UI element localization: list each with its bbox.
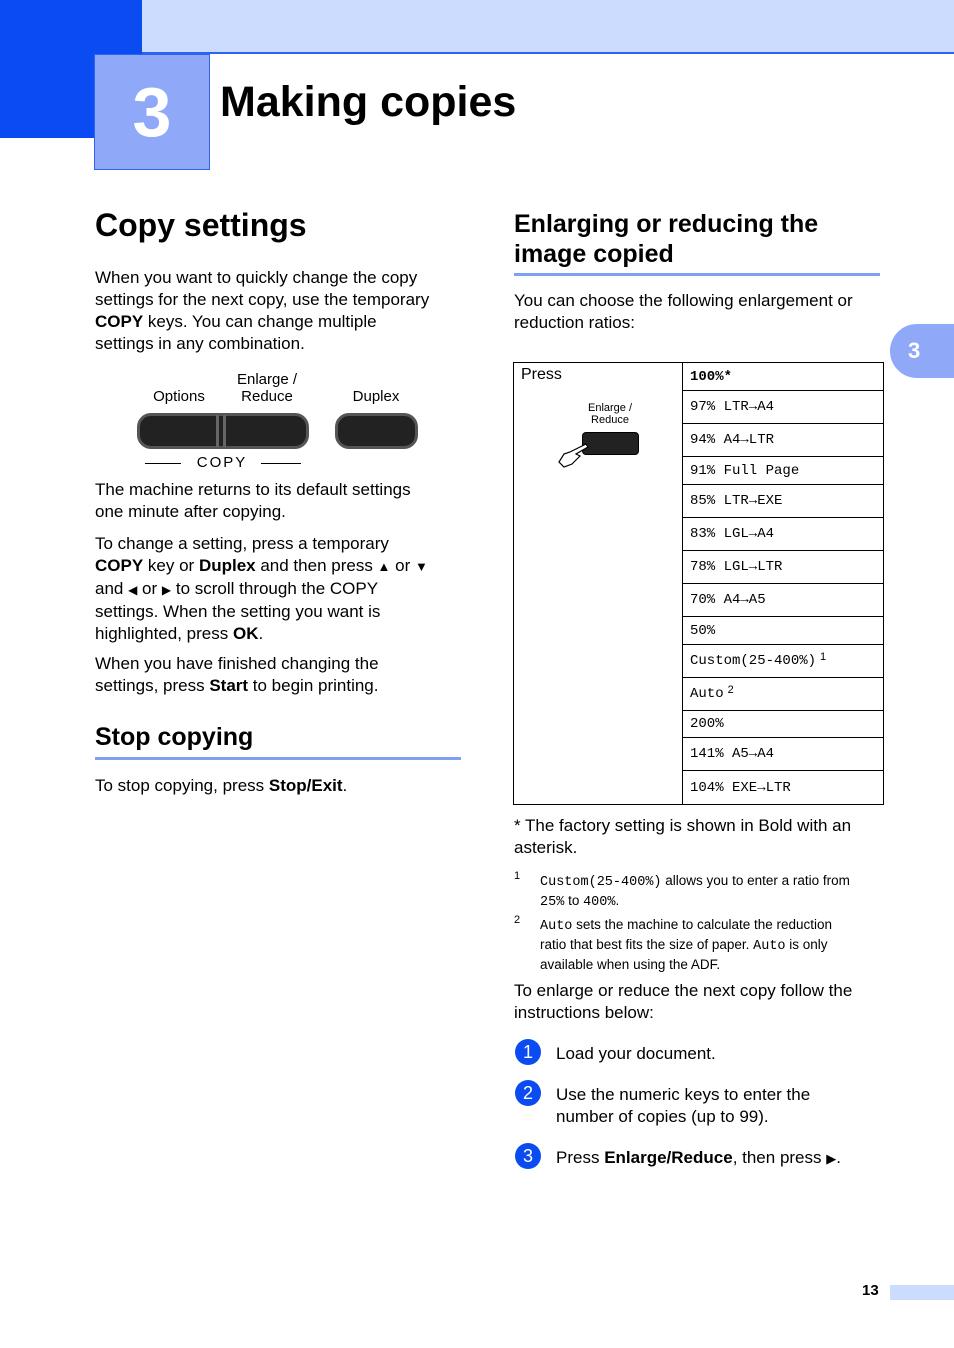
chapter-title: Making copies [220,78,517,126]
ratio-option-text: Auto [690,686,724,702]
ratio-option [683,424,883,457]
step-2-text: Use the numeric keys to enter the number of copies (up to 99). [556,1085,811,1126]
footnote-2-number: 2 [514,914,521,926]
reduce-key-label: Reduce [241,388,293,405]
chapter-number: 3 [94,54,210,170]
ratio-option [683,771,883,804]
key-separator [216,415,219,447]
right-arrow-icon: ▶ [161,583,172,597]
duplex-key [335,413,418,449]
ratio-option [683,485,883,518]
enlarge-key-label: Enlarge / [236,371,298,388]
step-1-text: Load your document. [556,1044,716,1063]
ratio-option-text: 104% EXE→LTR [690,779,791,796]
ratio-option-text: 78% LGL→LTR [690,559,783,575]
ratio-option-text: Custom(25-400%) [690,653,817,669]
press-label: Press [521,366,562,383]
ratio-option [683,551,883,584]
step-2-badge: 2 [515,1080,541,1106]
default-settings-text: The machine returns to its default settings one minute after copying. [95,480,411,521]
footnote-marker: 1 [820,651,827,663]
header-band [142,0,954,54]
copy-line-right [261,463,301,464]
ratio-option-text: 97% LTR→A4 [690,399,775,415]
ratio-option-text: 200% [690,716,724,732]
ratio-option [683,645,883,678]
ratio-option [683,457,883,485]
copy-keypad-illustration [135,368,435,474]
step-1-badge: 1 [515,1039,541,1065]
footnote-1-number: 1 [514,870,521,882]
options-key-label: Options [153,388,205,405]
ratio-option-text: 100%* [690,368,733,385]
duplex-key-label: Duplex [352,388,400,405]
down-arrow-icon: ▼ [414,559,428,574]
footnote-marker: 2 [727,684,734,696]
ratio-option [683,738,883,771]
ratio-option [683,678,883,711]
key-separator [223,415,226,447]
page-number: 13 [862,1282,879,1299]
chapter-divider [209,54,210,169]
section-rule [95,757,461,760]
up-arrow-icon: ▲ [377,559,391,574]
ratio-option-text: 94% A4→LTR [690,432,775,448]
ratio-option [683,363,883,391]
stop-copying-heading: Stop copying [95,723,254,751]
enlarge-heading: Enlarging or reducing the image copied [514,210,819,268]
copy-settings-intro: When you want to quickly change the copy settings for the next copy, use the temporary COPY keys. You can change multiple settings in any combination. [95,268,430,353]
step-3-text: Press Enlarge/Reduce, then press ▶. [556,1148,841,1167]
footnote-2: Auto sets the machine to calculate the reduction ratio that best fits the size of paper. Auto is only available when using the ADF. [540,917,833,972]
ratio-option [683,518,883,551]
footnote-1: Custom(25-400%) allows you to enter a ratio from 25% to 400%. [540,873,850,910]
step-3-badge: 3 [515,1143,541,1169]
ratio-option [683,617,883,645]
stop-copying-text: To stop copying, press Stop/Exit. [95,776,348,795]
ratio-option-text: 83% LGL→A4 [690,526,775,542]
pointing-hand-icon [556,440,596,470]
enlarge-intro: You can choose the following enlargement or reduction ratios: [514,291,853,332]
finish-changing-text: When you have finished changing the settings, press Start to begin printing. [95,654,379,695]
chapter-side-tab[interactable]: 3 [890,324,954,378]
ratio-option [683,711,883,738]
ratio-option [683,584,883,617]
ratio-option-text: 50% [690,622,716,639]
ratio-option [683,391,883,424]
change-setting-text: To change a setting, press a temporary COPY key or Duplex and then press ▲ or ▼ and ◀ or ▶ to scroll through the COPY settings. When the setting you want is highlighted, press OK. [95,534,428,643]
factory-setting-note: * The factory setting is shown in Bold with an asterisk. [514,816,852,857]
ratio-option-text: 91% Full Page [690,462,800,479]
copy-line-left [145,463,181,464]
enlarge-reduce-button-label: Enlarge / Reduce [587,402,633,426]
copy-group-label: COPY [196,454,248,471]
left-arrow-icon: ◀ [128,583,138,597]
section-rule [514,273,880,276]
instructions-intro: To enlarge or reduce the next copy follow the instructions below: [514,981,853,1022]
ratio-option-text: 85% LTR→EXE [690,493,783,509]
right-arrow-icon: ▶ [826,1151,837,1166]
ratio-option-text: 70% A4→A5 [690,592,766,608]
ratio-option-text: 141% A5→A4 [690,746,775,762]
page-number-bar [890,1285,954,1300]
copy-settings-heading: Copy settings [95,207,307,243]
